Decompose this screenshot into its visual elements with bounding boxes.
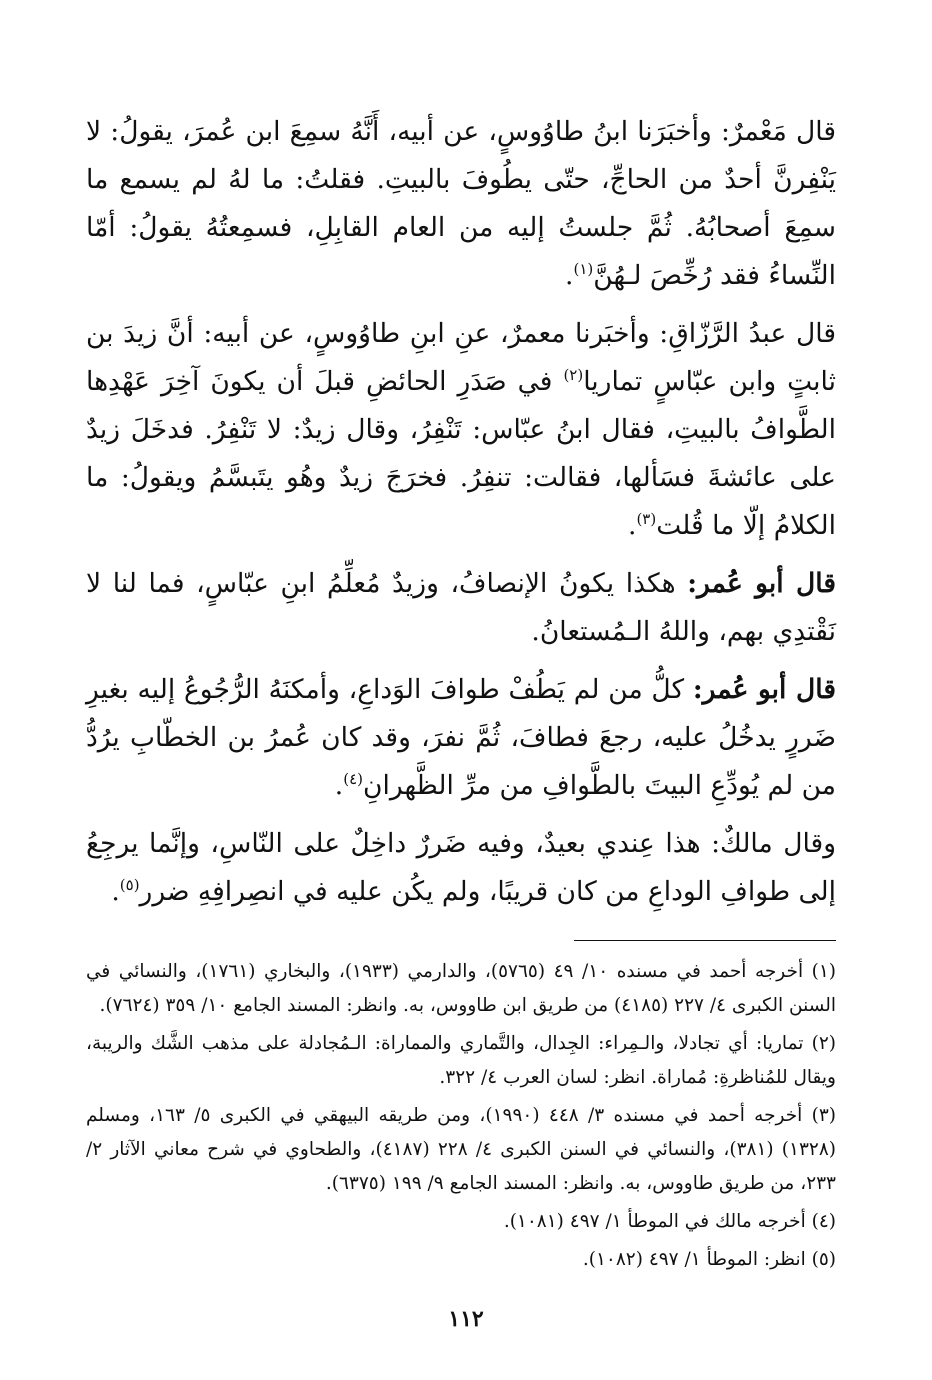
speaker-lead: قال أبو عُمر:: [692, 674, 836, 705]
paragraph-2: قال عبدُ الرَّزّاقِ: وأخبَرنا معمرٌ، عنِ ابنِ طاوُوسٍ، عن أبيه: أنَّ زيدَ بن ثابتٍ وابن عبّاسٍ تماريا$^{(٢)}$ في صَدَرِ الحائضِ قبلَ أن يكونَ آخِرَ عَهْدِها الطَّوافُ بالبيتِ، فقال ابنُ عبّاس: تَنْفِرُ، وقال زيدٌ: لا تَنْفِرُ. فدخَلَ زيدٌ على عائشةَ فسَألها، فقالت: تنفِرُ. فخرَجَ زيدٌ وهُو يتَبسَّمُ ويقولُ: ما الكلامُ إلّا ما قُلت$^{(٣)}$.: [86, 318, 836, 541]
footnote-ref-2: (٢): [563, 366, 584, 385]
paragraph-5: وقال مالكٌ: هذا عِندي بعيدٌ، وفيه ضَررٌ داخِلٌ على النّاسِ، وإنَّما يرجِعُ إلى طوافِ الوداعِ من كان قريبًا، ولم يكُن عليه في انصِرافِهِ ضرر$^{(٥)}$.: [86, 828, 836, 907]
paragraph-text-cont: في صَدَرِ الحائضِ قبلَ أن يكونَ آخِرَ عَهْدِها الطَّوافُ بالبيتِ، فقال ابنُ عبّاس: تَنْفِرُ، وقال زيدٌ: لا تَنْفِرُ. فدخَلَ زيدٌ على عائشةَ فسَألها، فقالت: تنفِرُ. فخرَجَ زيدٌ وهُو يتَبسَّمُ ويقولُ: ما الكلامُ إلّا ما قُلت: [86, 366, 836, 541]
footnote-5: (٥) انظر: الموطأ ١/ ٤٩٧ (١٠٨٢).: [582, 1249, 836, 1270]
footnote-2: (٢) تماريا: أي تجادلا، والـمِراء: الجِدال، والتَّماري والمماراة: الـمُجادلة على مذهب الشَّك والريبة، ويقال للمُناظرةِ: مُماراة. انظر: لسان العرب ٤/ ٣٢٢.: [86, 1033, 836, 1088]
speaker-lead: قال أبو عُمر:: [687, 568, 836, 599]
footnote-ref-4: (٤): [343, 770, 364, 789]
paragraph-1: قال مَعْمرٌ: وأخبَرَنا ابنُ طاوُوسٍ، عن أبيه، أَنَّهُ سمِعَ ابن عُمرَ، يقولُ: لا يَنْفِرنَّ أحدٌ من الحاجِّ، حتّى يطُوفَ بالبيتِ. فقلتُ: ما لهُ لم يسمع ما سمِعَ أصحابُهُ. ثُمَّ جلستُ إليه من العام القابِلِ، فسمِعتُهُ يقولُ: أمّا النِّساءُ فقد رُخِّصَ لـهُنَّ$^{(١)}$.: [86, 116, 836, 291]
footnote-separator: [574, 940, 836, 941]
footnote-4: (٤) أخرجه مالك في الموطأ ١/ ٤٩٧ (١٠٨١).: [503, 1211, 836, 1232]
main-text: [86, 108, 836, 916]
paragraph-text: هكذا يكونُ الإنصافُ، وزيدٌ مُعلِّمُ ابنِ عبّاسٍ، فما لنا لا نَقْتدِي بهم، واللهُ الـمُستعانُ.: [86, 568, 836, 647]
footnotes: [86, 955, 836, 1277]
paragraph-3: [86, 560, 836, 656]
footnote-ref-1: (١): [573, 260, 594, 279]
paragraph-text: قال عبدُ الرَّزّاقِ: وأخبَرنا معمرٌ، عنِ ابنِ طاوُوسٍ، عن أبيه: أنَّ زيدَ بن ثابتٍ وابن عبّاسٍ تماريا: [86, 318, 836, 397]
paragraph-4: قال أبو عُمر: كلُّ من لم يَطُفْ طوافَ الوَداعِ، وأمكنَهُ الرُّجُوعُ إليه بغيرِ ضَررٍ يدخُلُ عليه، رجعَ فطافَ، ثُمَّ نفرَ، وقد كان عُمرُ بن الخطّابِ يرُدُّ من لم يُودِّعِ البيتَ بالطَّوافِ من مرِّ الظَّهرانِ$^{(٤)}$.: [86, 674, 836, 801]
paragraph-text: كلُّ من لم يَطُفْ طوافَ الوَداعِ، وأمكنَهُ الرُّجُوعُ إليه بغيرِ ضَررٍ يدخُلُ عليه، رجعَ فطافَ، ثُمَّ نفرَ، وقد كان عُمرُ بن الخطّابِ يرُدُّ من لم يُودِّعِ البيتَ بالطَّوافِ من مرِّ الظَّهرانِ: [86, 674, 836, 801]
footnote-ref-3: (٣): [636, 510, 657, 529]
page-number: ١١٢: [448, 1306, 484, 1332]
paragraph-text: وقال مالكٌ: هذا عِندي بعيدٌ، وفيه ضَررٌ داخِلٌ على النّاسِ، وإنَّما يرجِعُ إلى طوافِ الوداعِ من كان قريبًا، ولم يكُن عليه في انصِرافِهِ ضرر: [86, 828, 836, 907]
footnote-3: (٣) أخرجه أحمد في مسنده ٣/ ٤٤٨ (١٩٩٠)، ومن طريقه البيهقي في الكبرى ٥/ ١٦٣، ومسلم (١٣٢٨) (٣٨١)، والنسائي في السنن الكبرى ٤/ ٢٢٨ (٤١٨٧)، والطحاوي في شرح معاني الآثار ٢/ ٢٣٣، من طريق طاووس، به. وانظر: المسند الجامع ٩/ ١٩٩ (٦٣٧٥).: [86, 1105, 836, 1194]
paragraph-text: قال مَعْمرٌ: وأخبَرَنا ابنُ طاوُوسٍ، عن أبيه، أَنَّهُ سمِعَ ابن عُمرَ، يقولُ: لا يَنْفِرنَّ أحدٌ من الحاجِّ، حتّى يطُوفَ بالبيتِ. فقلتُ: ما لهُ لم يسمع ما سمِعَ أصحابُهُ. ثُمَّ جلستُ إليه من العام القابِلِ، فسمِعتُهُ يقولُ: أمّا النِّساءُ فقد رُخِّصَ لـهُنَّ: [86, 116, 836, 291]
footnote-1: (١) أخرجه أحمد في مسنده ١٠/ ٤٩ (٥٧٦٥)، والدارمي (١٩٣٣)، والبخاري (١٧٦١)، والنسائي في السنن الكبرى ٤/ ٢٢٧ (٤١٨٥) من طريق ابن طاووس، به. وانظر: المسند الجامع ١٠/ ٣٥٩ (٧٦٢٤).: [86, 961, 836, 1016]
footnote-ref-5: (٥): [119, 876, 140, 895]
